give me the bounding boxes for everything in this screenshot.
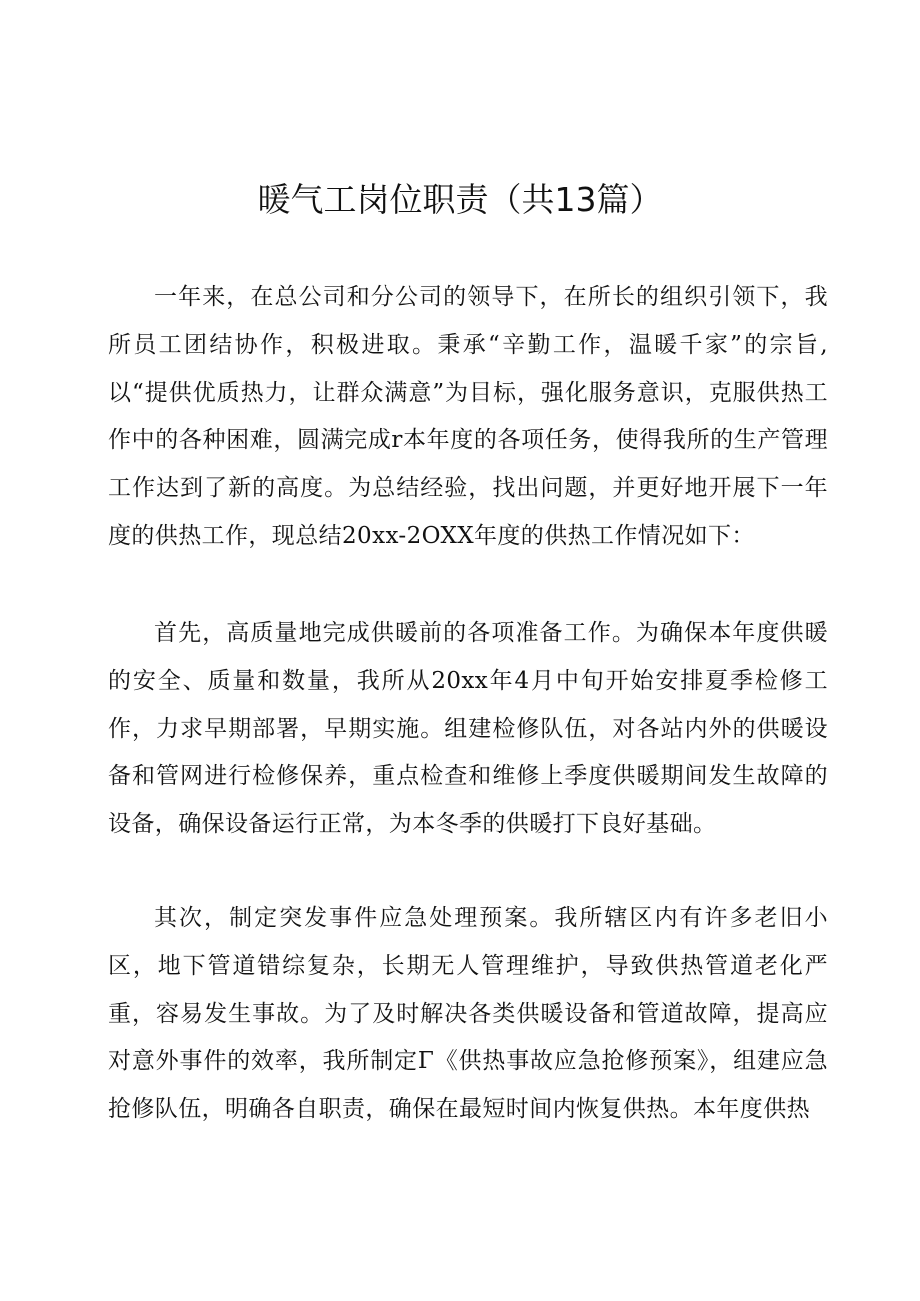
paragraph-3: 其次，制定突发事件应急处理预案。我所辖区内有许多老旧小区，地下管道错综复杂，长期无人管理维护，导致供热管道老化严重，容易发生事故。为了及时解决各类供暖设备和管道故障，提高应对意外事件的效率，我所制定Γ《供热事故应急抢修预案》，组建应急抢修队伍，明确各自职责，确保在最短时间内恢复供热。本年度供热 xyxy=(108,905,828,1123)
paragraph-1: 一年来，在总公司和分公司的领导下，在所长的组织引领下，我所员工团结协作，积极进取。秉承“辛勤工作，温暖千家”的宗旨,以“提供优质热力，让群众满意”为目标，强化服务意识，克服供热工作中的各种困难，圆满完成r本年度的各项任务，使得我所的生产管理工作达到了新的高度。为总结经验，找出问题，并更好地开展下一年度的供热工作，现总结20xx-2OXX年度的供热工作情况如下： xyxy=(108,284,828,549)
document-title: 暖气工岗位职责（共13篇） xyxy=(257,180,663,219)
paragraph-2: 首先，高质量地完成供暖前的各项准备工作。为确保本年度供暖的安全、质量和数量，我所从20xx年4月中旬开始安排夏季检修工作，力求早期部署，早期实施。组建检修队伍，对各站内外的供暖设备和管网进行检修保养，重点检查和维修上季度供暖期间发生故障的设备，确保设备运行正常，为本冬季的供暖打下良好基础。 xyxy=(108,620,828,838)
